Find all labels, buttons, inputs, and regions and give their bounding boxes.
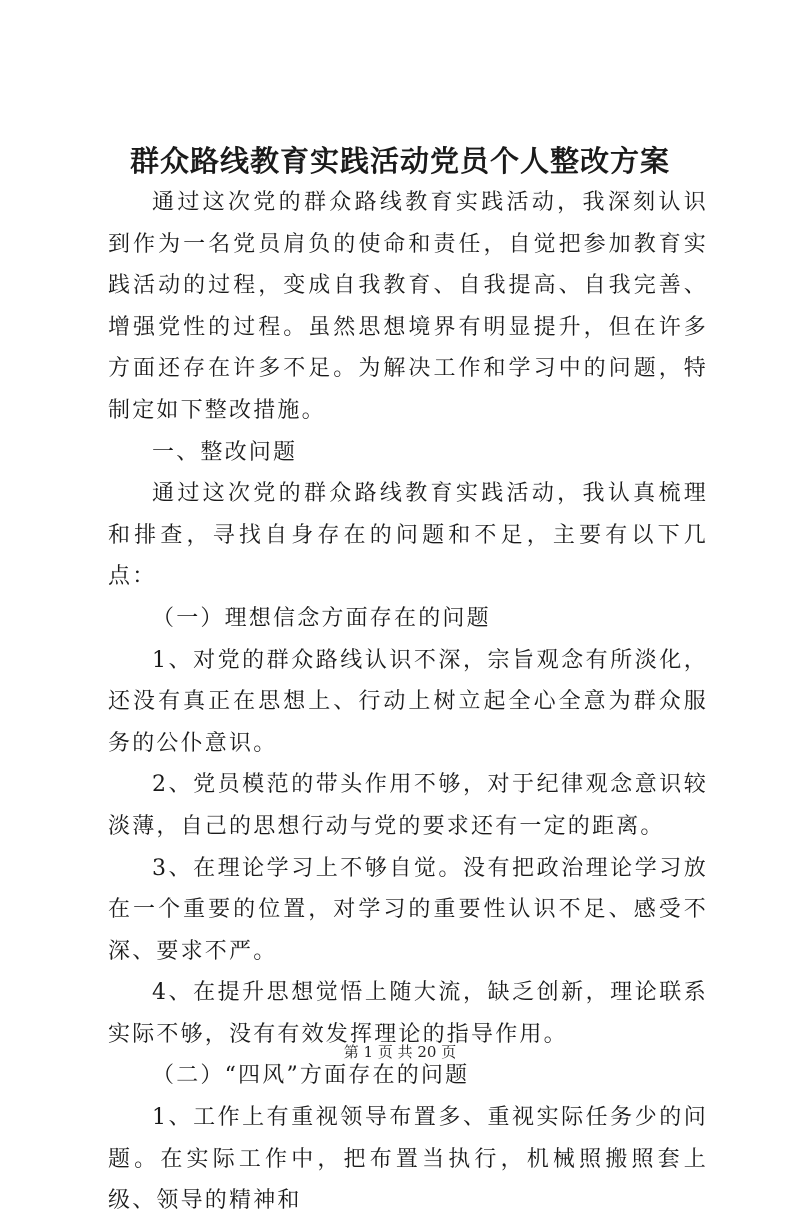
subsection-heading-ideals: （一）理想信念方面存在的问题 [152, 605, 491, 631]
list-item-5: 1、工作上有重视领导布置多、重视实际任务少的问题。在实际工作中，把布置当执行，机械照搬照套上级、领导的精神和 [108, 1105, 708, 1214]
paragraph-review: 通过这次党的群众路线教育实践活动，我认真梳理和排查，寻找自身存在的问题和不足，主要有以下几点： [108, 481, 708, 590]
page-number-label: 第 1 页 共 20 页 [343, 1043, 457, 1061]
paragraph-intro: 通过这次党的群众路线教育实践活动，我深刻认识到作为一名党员肩负的使命和责任，自觉把参加教育实践活动的过程，变成自我教育、自我提高、自我完善、增强党性的过程。虽然思想境界有明显提升，但在许多方面还存在许多不足。为解决工作和学习中的问题，特制定如下整改措施。 [108, 190, 708, 423]
section-heading-rectification-issues: 一、整改问题 [152, 439, 298, 465]
document-body [108, 182, 708, 1222]
list-item-1: 1、对党的群众路线认识不深，宗旨观念有所淡化，还没有真正在思想上、行动上树立起全心全意为群众服务的公仆意识。 [108, 647, 708, 756]
list-item-4: 4、在提升思想觉悟上随大流，缺乏创新，理论联系实际不够，没有有效发挥理论的指导作用。 [108, 980, 708, 1047]
list-item-3: 3、在理论学习上不够自觉。没有把政治理论学习放在一个重要的位置，对学习的重要性认识不足、感受不深、要求不严。 [108, 855, 708, 964]
page-footer [0, 1042, 800, 1062]
document-title: 群众路线教育实践活动党员个人整改方案 [129, 144, 670, 178]
subsection-heading-four-winds: （二）“四风”方面存在的问题 [152, 1063, 470, 1089]
list-item-2: 2、党员模范的带头作用不够，对于纪律观念意识较淡薄，自己的思想行动与党的要求还有一定的距离。 [108, 772, 708, 839]
